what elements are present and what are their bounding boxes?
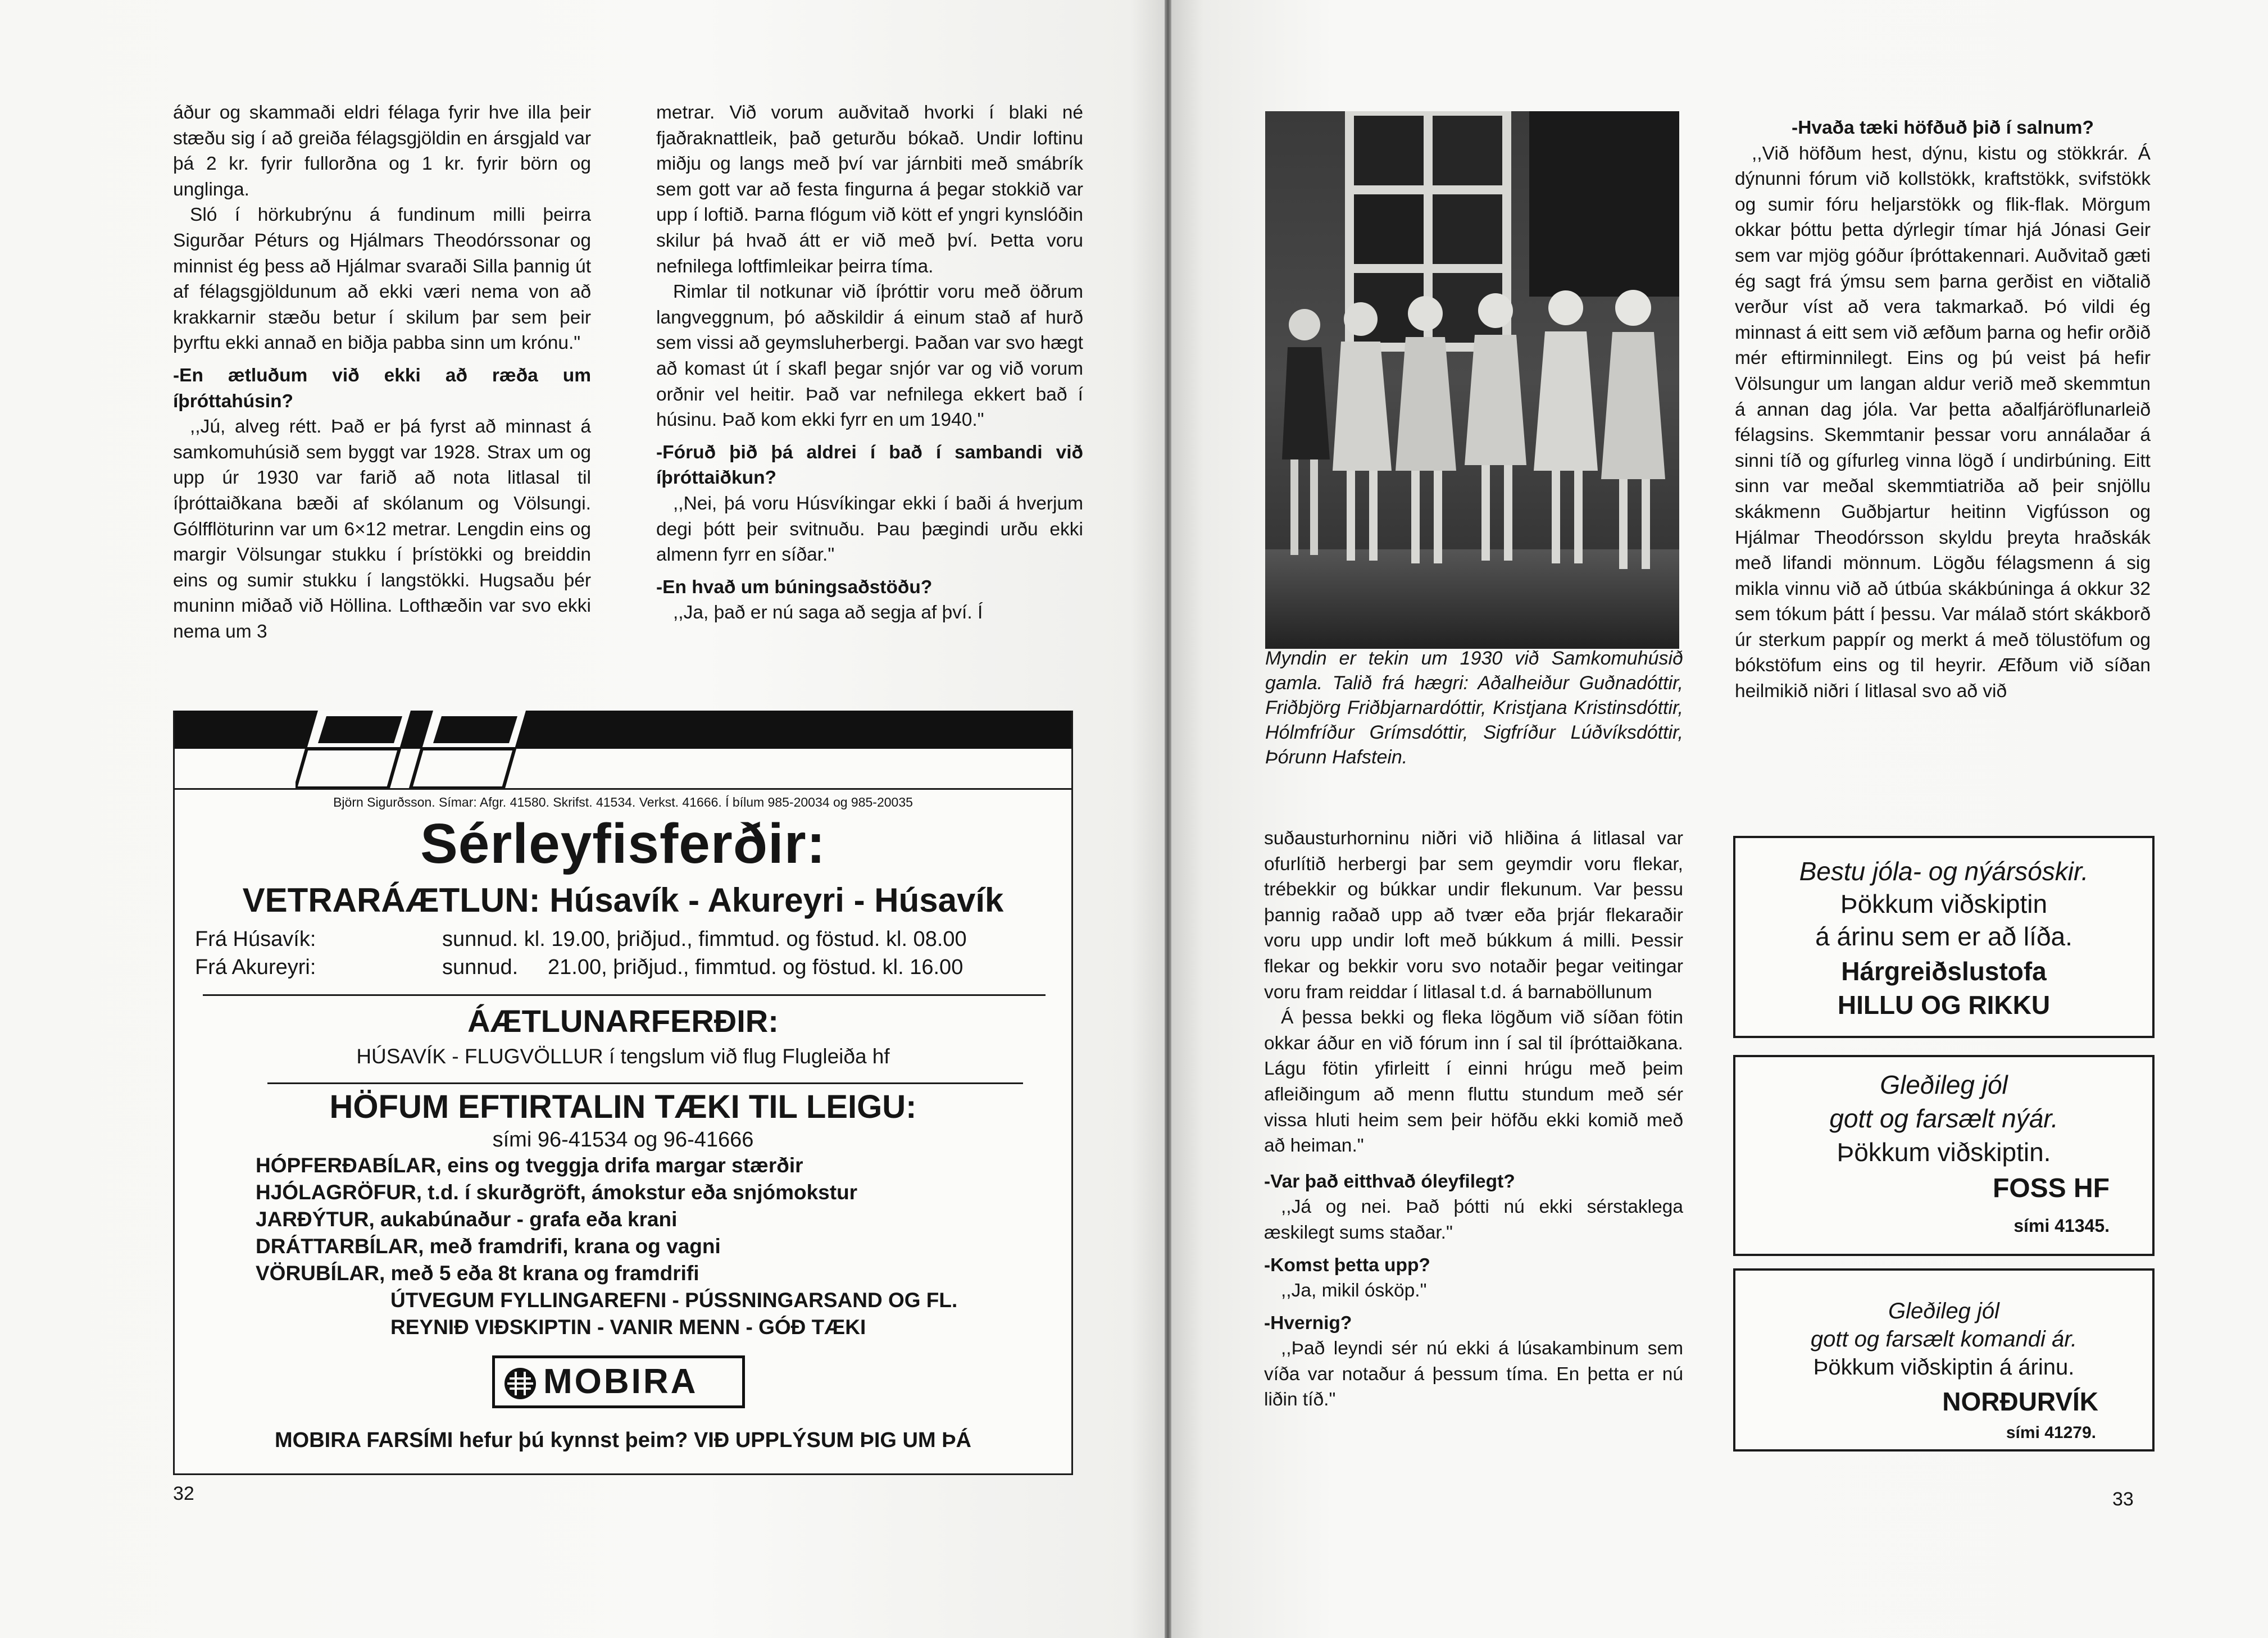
ad-bottom-line: MOBIRA FARSÍMI hefur þú kynnst þeim? VIÐ UPPLÝSUM ÞIG UM ÞÁ bbox=[274, 1428, 971, 1452]
page-number: 32 bbox=[173, 1483, 194, 1504]
greeting-box-nordurvik bbox=[1733, 1268, 2155, 1452]
equipment-list bbox=[256, 1152, 1053, 1341]
greeting-line: á árinu sem er að líða. bbox=[1815, 922, 2072, 951]
schedule-from: Frá Húsavík: bbox=[195, 927, 316, 951]
paragraph: ,,Jú, alveg rétt. Það er þá fyrst að minnast á samkomuhúsið sem byggt var 1928. Strax um og upp úr 1930 var farið að nota litlasal til íþróttaiðkana bæði af skólanum og Völsungi. Gólfflöturinn var um 6×12 metrar. Lengdin eins og margir Völsungar stukku í þrístökki og breiddin eins og sumir stukku í langstökki. Hugsaðu þér muninn miðað við Höllina. Lofthæðin var svo ekki nema um 3 bbox=[173, 416, 591, 642]
equipment-item: JARÐÝTUR, aukabúnaður - grafa eða krani bbox=[256, 1208, 678, 1231]
paragraph: Rimlar til notkunar við íþróttir voru með öðrum langveggnum, þó aðskildir á einum stað af hurð sem vissi að geymsluherbergi. Þaðan var svo hægt að komast út í skafl þegar snjór var og við vorum orðnir vel heitir. Það var nefnilega ekkert bað í húsinu. Það kom ekki fyrr en um 1940." bbox=[656, 281, 1083, 431]
historic-group-photo bbox=[1265, 111, 1679, 649]
interview-question: -Komst þetta upp? bbox=[1264, 1254, 1430, 1276]
route-heading: VETRARÁÆTLUN: Húsavík - Akureyri - Húsavík bbox=[242, 881, 1004, 919]
paragraph: Á þessa bekki og fleka lögðum við síðan fötin okkar áður en við fórum inn í sal til íþróttaiðkana. Lágu fötin yfirleitt í einni hrúgu með þeim afleiðingum að menn fluttu stundum með sér vissa hluti heim sem þeir höfðu ekki komið með að heiman." bbox=[1264, 1007, 1683, 1157]
business-name: NORÐURVÍK bbox=[1942, 1387, 2098, 1416]
logo-wordmark: MOBIRA bbox=[543, 1362, 698, 1401]
equipment-item: VÖRUBÍLAR, með 5 eða 8t krana og framdrifi bbox=[256, 1262, 699, 1285]
paragraph: ,,Það leyndi sér nú ekki á lúsakambinum sem víða var notaður á þessum tíma. En þetta er nú liðin tíð." bbox=[1264, 1338, 1683, 1411]
greeting-line: Þökkum viðskiptin. bbox=[1837, 1138, 2051, 1167]
business-phone: sími 41279. bbox=[2006, 1423, 2096, 1442]
interview-question: -Var það eitthvað óleyfilegt? bbox=[1264, 1171, 1515, 1192]
paragraph: áður og skammaði eldri félaga fyrir hve illa þeir stæðu sig í að greiða félagsgjöldin en ársgjald var þá 2 kr. fyrir fullorðna og 1 kr. fyrir börn og unglinga. bbox=[173, 102, 591, 200]
equipment-item: DRÁTTARBÍLAR, með framdrifi, krana og vagni bbox=[256, 1235, 721, 1258]
schedule-times: sunnud. 21.00, þriðjud., fimmtud. og föstud. kl. 16.00 bbox=[442, 956, 963, 979]
interview-question: -Fóruð þið þá aldrei í bað í sambandi við íþróttaiðkun? bbox=[656, 442, 1083, 489]
schedule-row bbox=[195, 925, 967, 953]
mobira-logo bbox=[492, 1355, 745, 1408]
phone-line: sími 96-41534 og 96-41666 bbox=[492, 1128, 754, 1152]
divider bbox=[175, 788, 1071, 790]
interview-question: -En hvað um búningsaðstöðu? bbox=[656, 576, 933, 598]
interview-question: -Hvernig? bbox=[1264, 1312, 1352, 1334]
section-line: HÚSAVÍK - FLUGVÖLLUR í tengslum við flug Flugleiða hf bbox=[356, 1045, 890, 1068]
greeting-line: gott og farsælt nýár. bbox=[1829, 1104, 2058, 1133]
page-number: 33 bbox=[2112, 1489, 2134, 1510]
divider bbox=[267, 1082, 1023, 1084]
equipment-item: HÓPFERÐABÍLAR, eins og tveggja drifa margar stærðir bbox=[256, 1154, 803, 1177]
paragraph: metrar. Við vorum auðvitað hvorki í blaki né fjaðraknattleik, það geturðu bókað. Undir loftinu miðju og langs með því var járnbiti með smábrík sem gott var að festa fingurna á þegar stokkið var upp í loftið. Þarna flógum við kött ef yngri kynslóðin skilur þá hvað átt er við með því. Þetta voru nefnilega loftfimleikar þeirra tíma. bbox=[656, 102, 1083, 277]
divider bbox=[203, 994, 1046, 996]
business-phone: sími 41345. bbox=[2014, 1216, 2110, 1236]
company-contact-line: Björn Sigurðsson. Símar: Afgr. 41580. Skrifst. 41534. Verkst. 41666. Í bílum 985-20034 og 985-20035 bbox=[333, 795, 913, 809]
globe-icon bbox=[503, 1366, 538, 1401]
schedule-from: Frá Akureyri: bbox=[195, 956, 316, 979]
book-spine bbox=[1165, 0, 1171, 1638]
greeting-line: Gleðileg jól bbox=[1888, 1299, 1999, 1323]
greeting-line: Gleðileg jól bbox=[1880, 1070, 2008, 1099]
equipment-item: ÚTVEGUM FYLLINGAREFNI - PÚSSNINGARSAND OG FL. bbox=[390, 1289, 958, 1312]
greeting-box-foss-hf bbox=[1733, 1055, 2155, 1256]
paragraph: ,,Ja, mikil ósköp." bbox=[1281, 1280, 1427, 1302]
paragraph: Sló í hörkubrýnu á fundinum milli þeirra Sigurðar Péturs og Hjálmars Theodórssonar og minnist ég þess að Hjálmar svaraði Silla þannig út af félagsgjöldunum að ekki væri nema von að krakkarnir stæðu betur í skilum þar sem þeir þyrftu ekki annað en biðja pabba sinn um krónu." bbox=[173, 204, 591, 354]
paragraph: ,,Við höfðum hest, dýnu, kistu og stökkrár. Á dýnunni fórum við kollstökk, kraftstökk, svifstökk og sumir fóru heljarstökk og flik-flak. Mörgum okkar þóttu þetta dýrlegir tímar hjá Jónasi Geir sem var mjög góður íþróttakennari. Auðvitað gæti ég sagt frá ýmsu sem þarna gerðist en viðtalið verður víst að vera takmarkað. Þó vildi ég minnast á eitt sem við æfðum þarna og hefir orðið mér eftirminnilegt. Eins og þú veist þá hefir Völsungur um langan aldur verið með skemmtun á annan dag jóla. Var þetta aðalfjáröflunarleið félagsins. Skemmtanir þessar voru annálaðar á sinni tíð og gífurleg vinna lögð í undirbúning. Eitt sinn var meðal skemmtiatriða að þeir snjöllu skákmenn Guðbjartur heitinn Vigfússon og Hjálmar Theodórsson skyldu þreyta hraðskák með lifandi mönnum. Lögðu félagsmenn á sig mikla vinnu við að útbúa skákbúninga á okkur 32 sem tókum þátt í þessu. Var málað stórt skákborð úr sterkum pappír og merkt á með tölustöfum og bókstöfum eins og til heyrir. Æfðum við síðan heilmikið niðri í litlasal svo að við bbox=[1735, 143, 2151, 702]
ad-title: Sérleyfisferðir: bbox=[420, 812, 826, 875]
greeting-line: Þökkum viðskiptin bbox=[1840, 889, 2048, 918]
photo-caption: Myndin er tekin um 1930 við Samkomuhúsið gamla. Talið frá hægri: Aðalheiður Guðnadóttir, Friðbjörg Friðbjarnardóttir, Kristjana Kristinsdóttir, Hólmfríður Grímsdóttir, Sigfríður Lúðvíksdóttir, Þórunn Hafstein. bbox=[1265, 648, 1683, 768]
left-column-2 bbox=[656, 100, 1083, 626]
photo-image bbox=[1265, 111, 1679, 649]
business-name: Hárgreiðslustofa bbox=[1841, 957, 2047, 986]
paragraph: suðausturhorninu niðri við hliðina á litlasal var ofurlítið herbergi þar sem geymdir voru flekar, trébekkir og búkkar undir flekunum. Var þessu þannig raðað upp að tvær eða þrjár flekaraðir voru upp undir loft með búkkum á milli. Þessir flekar og bekkir voru svo notaðir þegar veitingar voru fram reiddar í litlasal t.d. á barnaböllunum bbox=[1264, 828, 1683, 1003]
schedule-row bbox=[195, 953, 967, 981]
paragraph: ,,Nei, þá voru Húsvíkingar ekki í baði á hverjum degi þótt þeir svitnuðu. Þau þægindi urðu ekki almenn fyrr en síðar." bbox=[656, 493, 1083, 566]
interview-question: -En ætluðum við ekki að ræða um íþróttahúsin? bbox=[173, 365, 591, 412]
left-column-1 bbox=[173, 100, 591, 644]
bus-company-advertisement bbox=[173, 711, 1073, 1475]
company-logo bbox=[296, 711, 531, 795]
greeting-line: Bestu jóla- og nýársóskir. bbox=[1799, 857, 2089, 886]
section-heading: ÁÆTLUNARFERÐIR: bbox=[467, 1003, 779, 1039]
equipment-item: HJÓLAGRÖFUR, t.d. í skurðgröft, ámokstur eða snjómokstur bbox=[256, 1181, 858, 1204]
schedule-times: sunnud. kl. 19.00, þriðjud., fimmtud. og föstud. kl. 08.00 bbox=[442, 927, 967, 951]
right-column-2 bbox=[1735, 115, 2151, 704]
interview-question: -Hvaða tæki höfðuð þið í salnum? bbox=[1792, 117, 2094, 138]
greeting-line: gott og farsælt komandi ár. bbox=[1810, 1327, 2078, 1352]
paragraph: ,,Já og nei. Það þótti nú ekki sérstaklega æskilegt sums staðar." bbox=[1264, 1196, 1683, 1243]
business-name: FOSS HF bbox=[1992, 1173, 2110, 1203]
business-name: HILLU OG RIKKU bbox=[1837, 990, 2051, 1020]
paragraph: ,,Ja, það er nú saga að segja af því. Í bbox=[673, 602, 983, 624]
greeting-line: Þökkum viðskiptin á árinu. bbox=[1813, 1355, 2075, 1380]
rental-heading: HÖFUM EFTIRTALIN TÆKI TIL LEIGU: bbox=[329, 1089, 917, 1125]
equipment-item: REYNIÐ VIÐSKIPTIN - VANIR MENN - GÓÐ TÆKI bbox=[390, 1316, 866, 1339]
schedule-table bbox=[195, 925, 967, 981]
right-column-1 bbox=[1264, 826, 1683, 1413]
greeting-box-hillu-og-rikku bbox=[1733, 836, 2155, 1038]
